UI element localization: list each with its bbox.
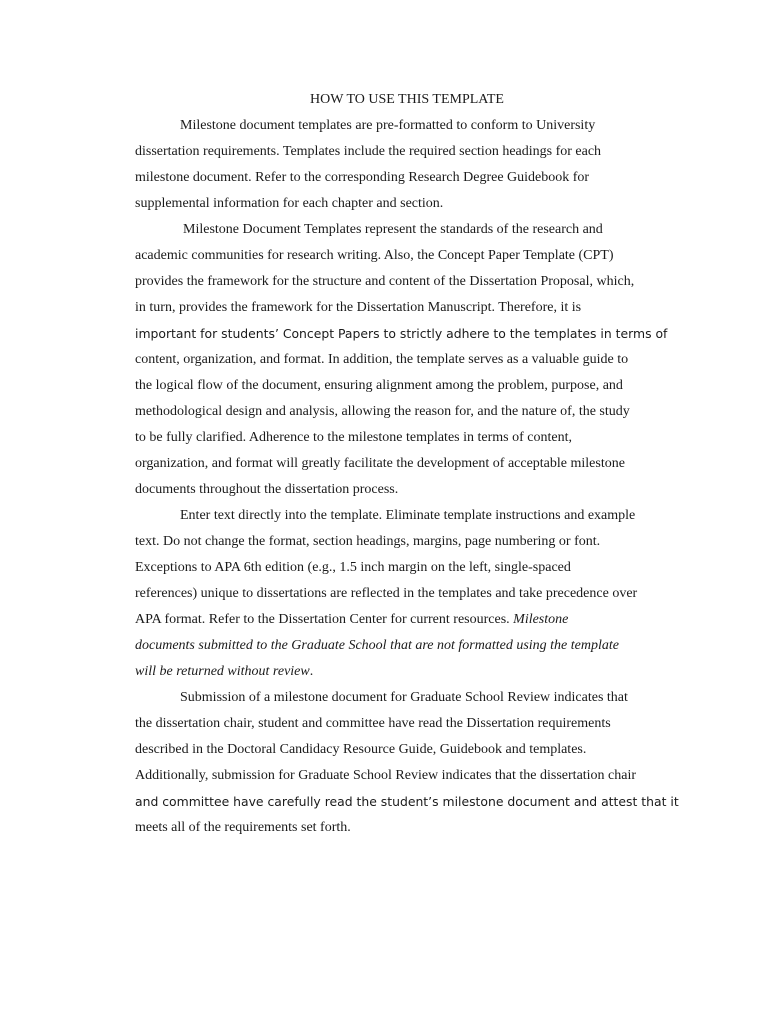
text-line: important for students’ Concept Papers to strictly adhere to the templates in terms of — [135, 326, 668, 341]
text-line: text. Do not change the format, section headings, margins, page numbering or font. — [135, 534, 601, 549]
text-line: Additionally, submission for Graduate School Review indicates that the dissertation chair — [135, 768, 637, 783]
text-line: Milestone Document Templates represent the standards of the research and — [183, 222, 603, 237]
text-line: content, organization, and format. In addition, the template serves as a valuable guide to — [135, 352, 629, 367]
page-title: HOW TO USE THIS TEMPLATE — [310, 92, 504, 107]
end-punctuation: . — [309, 664, 314, 679]
text-line: provides the framework for the structure and content of the Dissertation Proposal, which, — [135, 274, 635, 289]
text-line: Milestone document templates are pre-formatted to conform to University — [180, 118, 596, 133]
text-line: supplemental information for each chapter and section. — [135, 196, 444, 211]
text-line: Exceptions to APA 6th edition (e.g., 1.5 inch margin on the left, single-spaced — [135, 560, 571, 575]
italic-segment: Milestone — [513, 612, 569, 627]
paragraph-1 — [135, 113, 671, 217]
text-line: Submission of a milestone document for Graduate School Review indicates that — [180, 690, 628, 705]
paragraph-4 — [135, 685, 679, 841]
text-line: and committee have carefully read the student’s milestone document and attest that it — [135, 794, 679, 809]
text-line: in turn, provides the framework for the Dissertation Manuscript. Therefore, it is — [135, 300, 582, 315]
text-line: the logical flow of the document, ensuring alignment among the problem, purpose, and — [135, 378, 623, 393]
paragraph-2 — [135, 217, 671, 503]
document-body — [135, 87, 679, 841]
text-line: dissertation requirements. Templates include the required section headings for each — [135, 144, 602, 159]
text-line-with-italic — [135, 659, 671, 685]
text-segment: APA format. Refer to the Dissertation Center for current resources. — [135, 612, 514, 627]
text-line-with-italic — [135, 607, 671, 633]
text-line: references) unique to dissertations are reflected in the templates and take precedence over — [135, 586, 638, 601]
italic-segment: will be returned without review — [135, 664, 310, 679]
italic-line: documents submitted to the Graduate School that are not formatted using the template — [135, 638, 619, 653]
text-line: to be fully clarified. Adherence to the milestone templates in terms of content, — [135, 430, 572, 445]
text-line: organization, and format will greatly facilitate the development of acceptable milestone — [135, 456, 625, 471]
paragraph-3 — [135, 503, 671, 685]
text-line: Enter text directly into the template. Eliminate template instructions and example — [180, 508, 636, 523]
text-line: academic communities for research writing. Also, the Concept Paper Template (CPT) — [135, 248, 614, 263]
text-line: methodological design and analysis, allowing the reason for, and the nature of, the study — [135, 404, 630, 419]
text-line: the dissertation chair, student and committee have read the Dissertation requirements — [135, 716, 611, 731]
text-line: described in the Doctoral Candidacy Resource Guide, Guidebook and templates. — [135, 742, 587, 757]
text-line: documents throughout the dissertation process. — [135, 482, 399, 497]
text-line: meets all of the requirements set forth. — [135, 820, 351, 835]
text-line: milestone document. Refer to the corresponding Research Degree Guidebook for — [135, 170, 590, 185]
